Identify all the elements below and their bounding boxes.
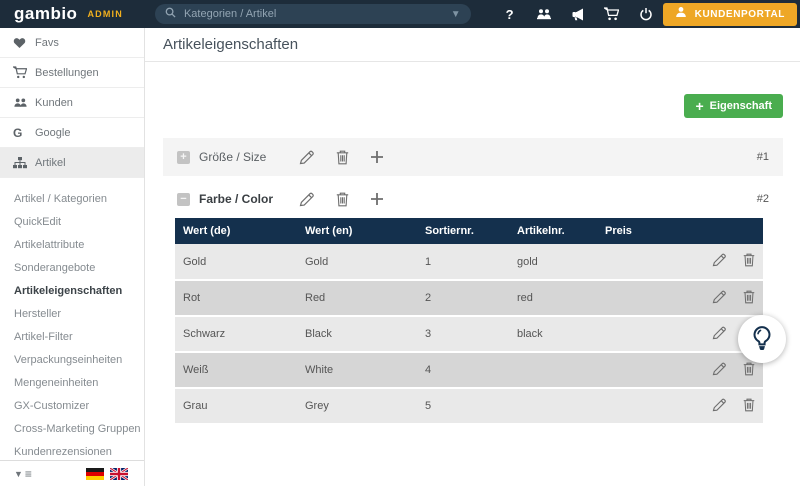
property-number: #1 <box>756 151 769 163</box>
table-row <box>175 244 763 280</box>
lightbulb-icon <box>751 326 773 352</box>
kundenportal-button[interactable] <box>663 3 797 26</box>
admin-badge: ADMIN <box>87 9 123 19</box>
user-icon <box>675 5 687 23</box>
power-icon[interactable] <box>629 7 663 21</box>
table-body <box>175 244 763 424</box>
sitemap-icon <box>13 157 35 169</box>
table-row <box>175 388 763 424</box>
table-cell: Grau <box>175 388 297 424</box>
sidebar-item-kunden[interactable] <box>0 88 144 118</box>
sidebar-item-bestellungen[interactable] <box>0 58 144 88</box>
delete-icon[interactable] <box>336 192 349 207</box>
table-header-row <box>175 218 763 244</box>
table-cell <box>597 388 685 424</box>
property-panel-groesse <box>163 138 783 176</box>
add-value-icon[interactable] <box>370 150 384 164</box>
search-input[interactable] <box>184 8 451 20</box>
table-cell: Black <box>297 316 417 352</box>
main-area <box>145 28 800 486</box>
sidebar-subitem-verpackungseinheiten[interactable]: Verpackungseinheiten <box>14 354 123 366</box>
row-actions <box>685 244 763 280</box>
sidebar-subitem-hersteller[interactable]: Hersteller <box>14 308 62 320</box>
sidebar-item-label: Kunden <box>35 96 73 109</box>
uk-flag-icon[interactable] <box>110 468 128 480</box>
property-label: Größe / Size <box>199 150 267 164</box>
sidebar-subnav <box>0 178 144 464</box>
table-cell: Grey <box>297 388 417 424</box>
users-icon[interactable] <box>527 8 561 20</box>
table-cell: Weiß <box>175 352 297 388</box>
sidebar-collapse-toggle[interactable] <box>14 467 32 481</box>
sidebar-subitem-kundenrezensionen[interactable]: Kundenrezensionen <box>14 446 112 458</box>
table-cell <box>509 352 597 388</box>
chevron-down-icon[interactable]: ▼ <box>450 8 461 20</box>
delete-icon[interactable] <box>743 253 755 267</box>
sidebar-footer <box>0 460 144 486</box>
table-cell <box>597 352 685 388</box>
search-icon <box>165 5 176 23</box>
delete-icon[interactable] <box>743 290 755 304</box>
sidebar-item-artikel[interactable] <box>0 148 144 178</box>
sidebar-subitem-quickedit[interactable]: QuickEdit <box>14 216 62 228</box>
property-panel-farbe <box>163 180 783 425</box>
table-cell <box>597 280 685 316</box>
column-header: Wert (de) <box>175 218 297 244</box>
plus-icon: + <box>695 98 704 114</box>
cart-icon[interactable] <box>595 7 629 21</box>
edit-icon[interactable] <box>299 150 315 165</box>
sidebar-item-label: Favs <box>35 36 59 49</box>
collapse-icon[interactable]: − <box>177 193 190 206</box>
delete-icon[interactable] <box>743 398 755 412</box>
edit-icon[interactable] <box>712 253 727 267</box>
sidebar-item-favs[interactable] <box>0 28 144 58</box>
table-cell: black <box>509 316 597 352</box>
heart-icon <box>13 37 35 49</box>
users-icon <box>13 97 35 109</box>
edit-icon[interactable] <box>712 362 727 376</box>
table-cell <box>597 316 685 352</box>
help-lightbulb-button[interactable] <box>738 315 786 363</box>
delete-icon[interactable] <box>743 362 755 376</box>
expand-icon[interactable]: + <box>177 151 190 164</box>
sidebar <box>0 28 145 486</box>
sidebar-item-label: Bestellungen <box>35 66 99 79</box>
google-icon: G <box>13 125 23 140</box>
table-cell <box>597 244 685 280</box>
table-cell: Gold <box>297 244 417 280</box>
sidebar-subitem-artikel-kategorien[interactable]: Artikel / Kategorien <box>14 193 107 205</box>
column-header: Preis <box>597 218 685 244</box>
delete-icon[interactable] <box>336 150 349 165</box>
global-search[interactable] <box>155 4 471 24</box>
property-values-table <box>175 218 763 425</box>
sidebar-subitem-cross-marketing-gruppen[interactable]: Cross-Marketing Gruppen <box>14 423 141 435</box>
help-icon[interactable]: ? <box>505 6 514 22</box>
table-cell: 1 <box>417 244 509 280</box>
sidebar-subitem-artikeleigenschaften[interactable]: Artikeleigenschaften <box>14 285 123 297</box>
property-label: Farbe / Color <box>199 192 274 206</box>
sidebar-subitem-sonderangebote[interactable]: Sonderangebote <box>14 262 96 274</box>
column-header: Artikelnr. <box>509 218 597 244</box>
sidebar-item-google[interactable] <box>0 118 144 148</box>
table-cell: Gold <box>175 244 297 280</box>
table-row <box>175 280 763 316</box>
topbar <box>0 0 800 28</box>
table-row <box>175 316 763 352</box>
language-switcher <box>86 468 128 480</box>
cart-icon <box>13 66 35 79</box>
page-title: Artikeleigenschaften <box>145 28 800 62</box>
sidebar-subitem-mengeneinheiten[interactable]: Mengeneinheiten <box>14 377 99 389</box>
edit-icon[interactable] <box>712 290 727 304</box>
gambio-logo: gambio <box>14 4 78 23</box>
table-cell: Schwarz <box>175 316 297 352</box>
table-cell: 3 <box>417 316 509 352</box>
content <box>145 94 800 425</box>
table-cell: gold <box>509 244 597 280</box>
table-cell: 2 <box>417 280 509 316</box>
row-actions <box>685 280 763 316</box>
add-property-button[interactable] <box>684 94 783 118</box>
table-cell <box>509 388 597 424</box>
column-header-actions <box>685 218 763 244</box>
add-value-icon[interactable] <box>370 192 384 206</box>
sidebar-subitem-artikel-filter[interactable]: Artikel-Filter <box>14 331 73 343</box>
table-cell: 5 <box>417 388 509 424</box>
german-flag-icon[interactable] <box>86 468 104 480</box>
edit-icon[interactable] <box>712 326 727 340</box>
column-header: Sortiernr. <box>417 218 509 244</box>
table-cell: Rot <box>175 280 297 316</box>
property-number: #2 <box>756 193 769 205</box>
row-actions <box>685 388 763 424</box>
sidebar-subitem-artikelattribute[interactable]: Artikelattribute <box>14 239 85 251</box>
sidebar-subitem-gx-customizer[interactable]: GX-Customizer <box>14 400 90 412</box>
table-row <box>175 352 763 388</box>
topbar-icons <box>493 7 663 22</box>
table-cell: 4 <box>417 352 509 388</box>
table-cell: red <box>509 280 597 316</box>
table-cell: White <box>297 352 417 388</box>
announcements-icon[interactable] <box>561 8 595 21</box>
menu-icon: ≡ <box>24 466 32 481</box>
add-property-label: Eigenschaft <box>709 100 772 112</box>
kundenportal-label: KUNDENPORTAL <box>694 8 785 20</box>
table-cell: Red <box>297 280 417 316</box>
sidebar-item-label: Google <box>35 126 71 139</box>
caret-down-icon: ▼ <box>14 468 23 479</box>
column-header: Wert (en) <box>297 218 417 244</box>
edit-icon[interactable] <box>299 192 315 207</box>
edit-icon[interactable] <box>712 398 727 412</box>
sidebar-item-label: Artikel <box>35 156 66 169</box>
